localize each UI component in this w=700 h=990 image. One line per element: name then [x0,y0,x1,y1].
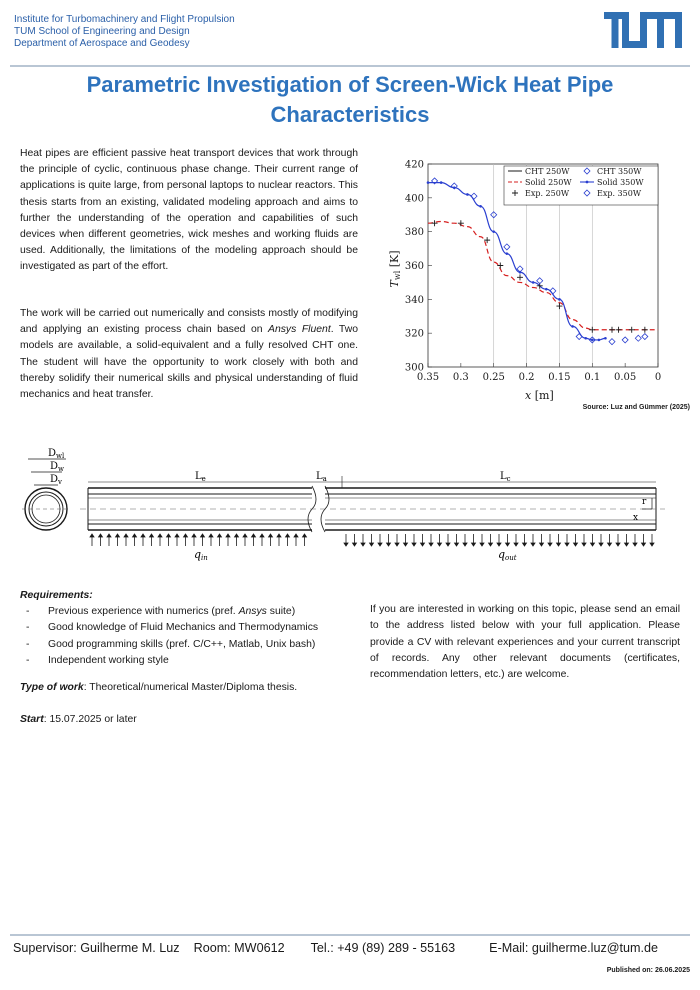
heat-in-arrow-head [277,534,281,537]
legend-entry: Solid 250W [525,178,572,187]
series-point [598,339,601,342]
exp-250w-point [517,274,523,280]
heat-in-arrow-head [192,534,196,537]
page-title: Parametric Investigation of Screen-Wick Heat Pipe Characteristics [86,72,614,127]
x-tick-label: 0 [654,372,662,383]
x-axis-label: x [m] [525,389,554,402]
work-software: Ansys Fluent [268,324,331,336]
heat-out-arrow-head [421,543,425,546]
series-point [584,337,587,340]
legend-entry: CHT 250W [525,167,570,176]
exp-250w-point [432,220,438,226]
heat-in-arrow-head [124,534,128,537]
heat-in-arrow-head [303,534,307,537]
heat-out-arrow-head [489,543,493,546]
heat-out-arrow-head [574,543,578,546]
room-number: Room: MW0612 [193,941,285,955]
institute-header [14,14,235,51]
series-point [545,288,548,291]
y-tick-label: 360 [404,261,424,272]
email-link[interactable]: E-Mail: guilherme.luz@tum.de [489,941,659,955]
heat-out-arrow-head [429,543,433,546]
heat-in-arrow-head [252,534,256,537]
y-tick-label: 300 [404,362,424,374]
exp-250w-point [497,263,503,269]
exp-250w-point [642,327,648,333]
requirements-list [22,604,372,669]
legend-entry: Exp. 250W [525,189,570,198]
label-l-adiab: $L_a$ [316,471,327,483]
series-line-solid-250w [428,222,658,330]
heat-out-arrow-head [565,543,569,546]
heat-in-arrow-head [201,534,205,537]
heat-in-arrow-head [226,534,230,537]
series-point [427,181,430,184]
work-text-after: . Two models are available, a solid-equivalent and a fully resolved CHT one. The student will have the opportunity to work closely with both and thereby solidify their numerical skills and physical understanding of fluid mechanics and heat transfer. [20,324,358,401]
heat-out-arrow-head [625,543,629,546]
heat-out-arrow-head [557,543,561,546]
heat-out-arrow-head [523,543,527,546]
department-name: Department of Aerospace and Geodesy [14,38,190,50]
heat-in-arrow-head [294,534,298,537]
heat-out-arrow-head [582,543,586,546]
heat-out-arrow-head [616,543,620,546]
heat-in-arrow-head [235,534,239,537]
exp-350w-point [609,339,615,345]
heat-out-arrow-head [531,543,535,546]
heat-out-arrow-head [395,543,399,546]
series-point [558,298,561,301]
y-tick-label: 320 [404,328,424,340]
heat-pipe-schematic [20,446,680,566]
heat-out-arrow-head [633,543,637,546]
heat-in-arrow-head [218,534,222,537]
heat-out-arrow-head [599,543,603,546]
exp-250w-point [616,327,622,333]
heat-out-arrow-head [608,543,612,546]
work-text-before: The work will be carried out numerically and consists mostly of modifying and applying an existing process chain based on [20,308,358,336]
heat-out-arrow-head [370,543,374,546]
heat-out-arrow-head [480,543,484,546]
figure-source: Source: Luz and Gümmer (2025) [582,404,690,411]
legend-entry: Exp. 350W [597,189,642,198]
series-point [479,205,482,208]
header-divider [10,65,690,67]
footer-contact [10,941,690,955]
exp-350w-point [471,193,477,199]
x-tick-label: 0.3 [452,372,469,383]
exp-350w-point [504,244,510,250]
heat-out-arrow-head [353,543,357,546]
exp-350w-point [622,337,628,343]
published-date: Published on: 26.06.2025 [606,967,690,974]
x-tick-label: 0.05 [614,372,637,383]
heat-in-arrow-head [107,534,111,537]
label-l-cond: $L_c$ [500,471,511,483]
heat-out-arrow-head [455,543,459,546]
y-tick-label: 380 [404,227,424,239]
requirement-item: - Good programming skills (pref. C/C++, Matlab, Unix bash) [22,637,372,653]
heat-in-arrow-head [260,534,264,537]
y-axis-label: Twl [K] [388,250,402,288]
series-point [532,281,535,284]
x-tick-label: 0.2 [518,372,535,383]
series-point [466,193,469,196]
heat-out-arrow-head [514,543,518,546]
exp-250w-point [629,327,635,333]
label-r: r [642,497,647,507]
heat-out-arrow-head [540,543,544,546]
x-tick-label: 0.35 [416,372,440,383]
tum-logo [604,12,682,50]
heat-out-arrow-head [472,543,476,546]
heat-in-arrow-head [150,534,154,537]
legend-entry: Solid 350W [597,178,644,187]
x-tick-label: 0.25 [482,372,505,383]
label-q-out: qout [498,548,517,562]
heat-out-arrow-head [378,543,382,546]
label-d-wick: $D_w$ [50,461,65,473]
label-d-outer: $D_{wl}$ [48,448,65,460]
supervisor-name: Supervisor: Guilherme M. Luz [13,941,180,955]
requirement-item: - Independent working style [22,653,372,669]
heat-in-arrow-head [90,534,94,537]
heat-out-arrow-head [446,543,450,546]
requirement-item: - Previous experience with numerics (pref. Ansys suite) [22,604,372,620]
footer-divider [10,934,690,936]
heat-out-arrow-head [361,543,365,546]
exp-350w-point [576,334,582,340]
label-q-in: qin [194,548,208,562]
heat-out-arrow-head [463,543,467,546]
label-x: x [633,513,639,523]
heat-in-arrow-head [133,534,137,537]
label-l-evap: $L_e$ [195,471,206,483]
y-tick-label: 340 [404,294,424,306]
heat-out-arrow-head [404,543,408,546]
series-point [440,181,443,184]
heat-out-arrow-head [412,543,416,546]
heat-out-arrow-head [591,543,595,546]
exp-350w-point [635,335,641,341]
application-instructions: If you are interested in working on this topic, please send an email to the address listed below with your full application. Please provide a CV with relevant experiences and your current transcript of records. Any other relevant documents (certificates, recommendation letters, etc.) are welcome. [370,604,680,681]
heat-out-arrow-head [387,543,391,546]
temperature-chart [380,152,680,402]
work-paragraph [20,306,358,403]
heat-out-arrow-head [344,543,348,546]
heat-out-arrow-head [497,543,501,546]
series-point [604,337,607,340]
x-tick-label: 0.15 [548,372,571,383]
institute-name: Institute for Turbomachinery and Flight Propulsion [14,14,235,25]
heat-in-arrow-head [99,534,103,537]
exp-250w-point [589,327,595,333]
heat-in-arrow-head [167,534,171,537]
series-point [492,230,495,233]
heat-out-arrow-head [650,543,654,546]
legend-entry: CHT 350W [597,167,642,176]
start-date: Start: 15.07.2025 or later [20,714,137,725]
x-tick-label: 0.1 [584,372,601,383]
heat-in-arrow-head [209,534,213,537]
exp-350w-point [642,334,648,340]
heat-in-arrow-head [141,534,145,537]
heat-out-arrow-head [548,543,552,546]
series-point [506,252,509,255]
y-tick-label: 400 [404,193,424,205]
type-of-work: Type of work: Theoretical/numerical Master/Diploma thesis. [20,682,298,693]
heat-in-arrow-head [184,534,188,537]
heat-out-arrow-head [438,543,442,546]
series-line-solid-350w [428,183,605,340]
heat-in-arrow-head [269,534,273,537]
series-point [571,325,574,328]
heat-in-arrow-head [175,534,179,537]
heat-in-arrow-head [158,534,162,537]
exp-250w-point [609,327,615,333]
requirements-heading: Requirements: [20,590,93,601]
heat-in-arrow-head [243,534,247,537]
phone-number: Tel.: +49 (89) 289 - 55163 [310,941,456,955]
y-tick-label: 420 [404,159,424,171]
heat-in-arrow-head [286,534,290,537]
heat-out-arrow-head [642,543,646,546]
label-d-vapor: $D_v$ [50,474,62,486]
intro-paragraph: Heat pipes are efficient passive heat transport devices that work through the principle of cyclic, continuous phase change. Their current range of applications is quite large, from personal laptops to nuclear reactors. This thesis starts from an existing, validated modeling approach and aims to further the understanding of the operation and capabilities of such devices when different geometries, wick meshes and working fluids are used. Additionally, the limitations of the modeling approach should be investigated as part of the effort. [20,148,358,273]
heat-out-arrow-head [506,543,510,546]
requirement-item: - Good knowledge of Fluid Mechanics and Thermodynamics [22,620,372,636]
legend-swatch-dot [586,181,589,184]
school-name: TUM School of Engineering and Design [14,26,190,38]
heat-in-arrow-head [116,534,120,537]
series-point [591,339,594,342]
